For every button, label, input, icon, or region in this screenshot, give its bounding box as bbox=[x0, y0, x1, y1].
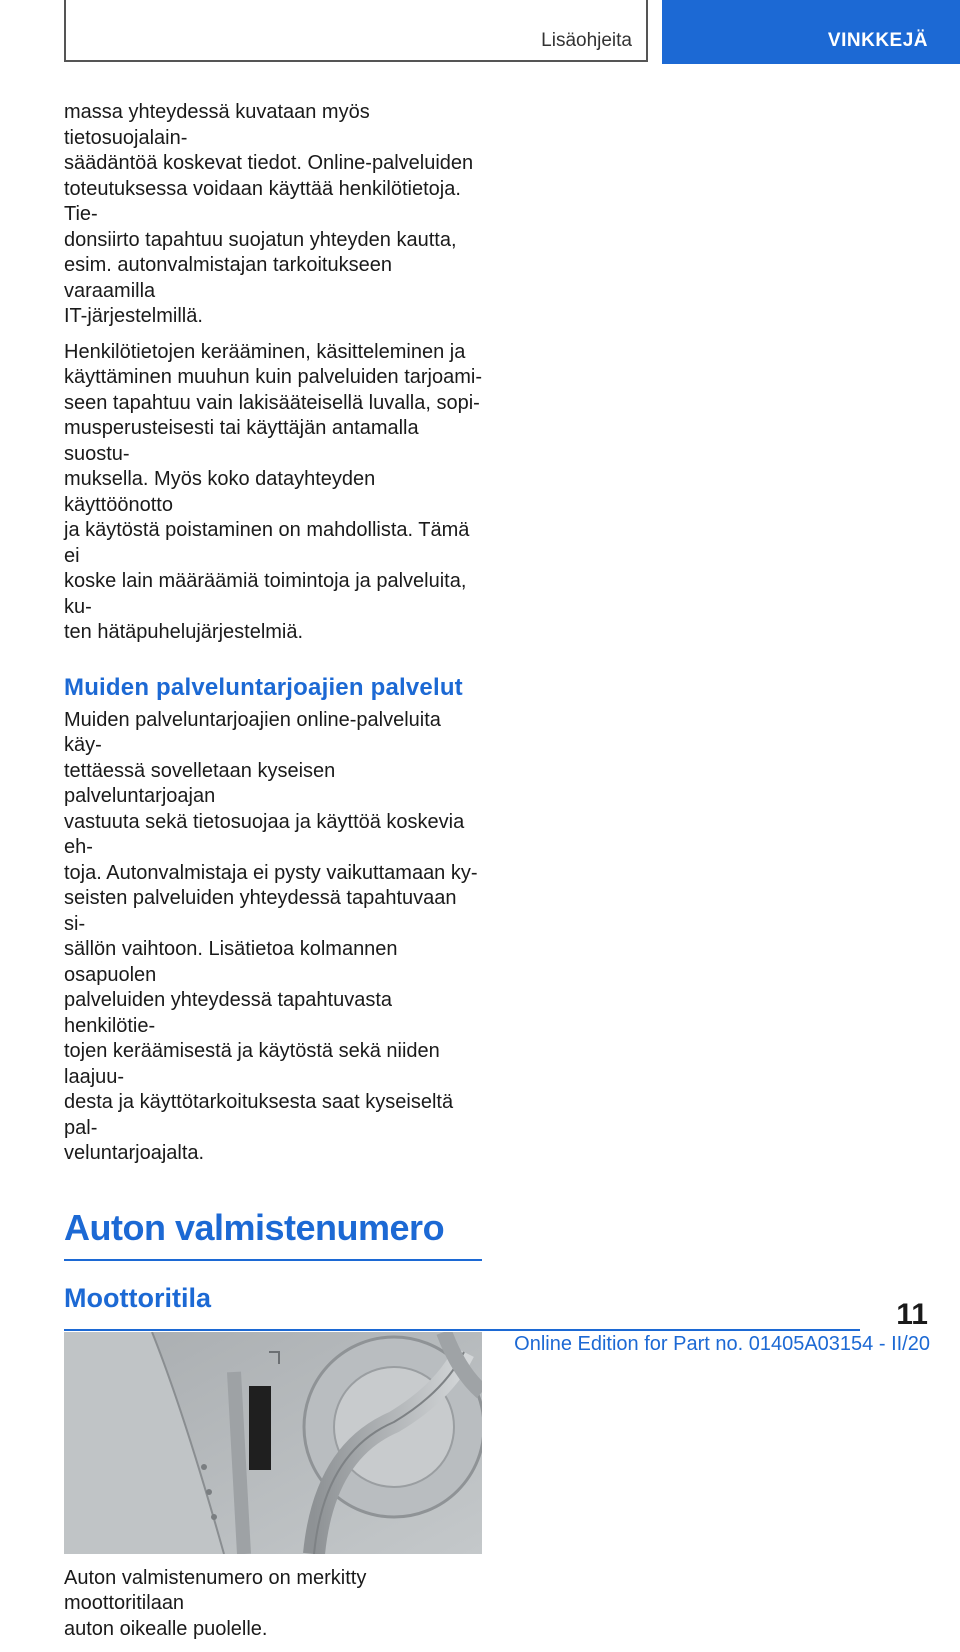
page-number: 11 bbox=[896, 1298, 928, 1331]
heading-third-party-services: Muiden palveluntarjoajien palvelut bbox=[64, 673, 463, 701]
footer-edition-text: Online Edition for Part no. 01405A03154 - II/20 bbox=[514, 1333, 930, 1355]
header-section-title: Lisäohjeita bbox=[541, 30, 632, 51]
engine-compartment-photo bbox=[64, 1332, 482, 1554]
heading-engine-compartment: Moottoritila bbox=[64, 1282, 211, 1313]
heading-vehicle-identification-number: Auton valmistenumero bbox=[64, 1207, 482, 1261]
main-column bbox=[64, 100, 482, 1652]
figure-caption: Auton valmistenumero on merkitty moottoritilaan auton oikealle puolelle. bbox=[64, 1566, 367, 1640]
engine-compartment-illustration bbox=[64, 1332, 482, 1554]
header-chapter-tab[interactable] bbox=[662, 0, 960, 64]
header-section-box bbox=[64, 0, 648, 62]
paragraph-personal-data: Henkilötietojen kerääminen, käsitteleminen ja käyttäminen muuhun kuin palveluiden tarjoami- seen tapahtuu vain lakisääteisellä luvalla, sopi- musperusteisesti tai käyttäjän antamalla suostu- muksella. Myös koko datayhteyden käyttöönotto ja käytöstä poistaminen on mahdollista. Tämä ei koske lain määräämiä toimintoja ja palveluita, ku- ten hätäpuhelujärjestelmiä. bbox=[64, 340, 483, 643]
footer-divider bbox=[64, 1329, 860, 1331]
paragraph-third-party: Muiden palveluntarjoajien online-palveluita käy- tettäessä sovelletaan kyseisen palveluntarjoajan vastuuta sekä tietosuojaa ja käyttöä koskevia eh- toja. Autonvalmistaja ei pysty vaikuttamaan ky- seisten palveluiden yhteydessä tapahtuvaan si- sällön vaihtoon. Lisätietoa kolmannen osapuolen palveluiden yhteydessä tapahtuvasta henkilötie- tojen keräämisestä ja käytöstä sekä niiden laajuu- desta ja käyttötarkoituksesta saat kyseiseltä pal- veluntarjoajalta. bbox=[64, 708, 478, 1164]
header-chapter-title: VINKKEJÄ bbox=[827, 30, 928, 51]
paragraph-data-protection: massa yhteydessä kuvataan myös tietosuojalain- säädäntöä koskevat tiedot. Online-palveluiden toteutuksessa voidaan käyttää henkilötietoja. Tie- donsiirto tapahtuu suojatun yhteyden kautta, esim. autonvalmistajan tarkoitukseen varaamilla IT-järjestelmillä. bbox=[64, 101, 474, 327]
